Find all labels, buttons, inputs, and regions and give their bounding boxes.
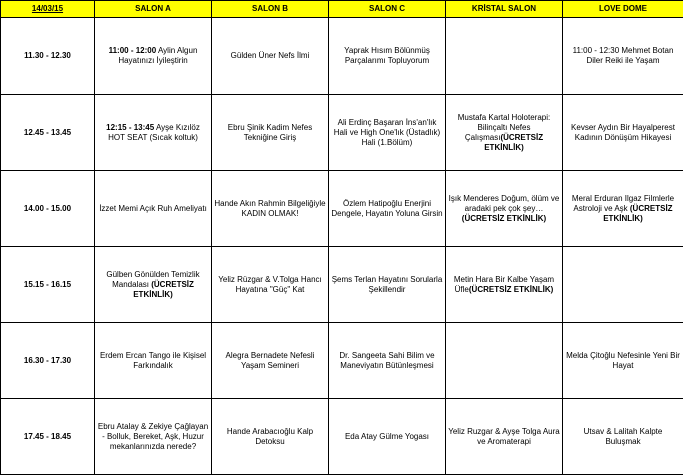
session-cell bbox=[329, 323, 446, 399]
free-event-badge: (ÜCRETSİZ ETKİNLİK) bbox=[484, 132, 544, 152]
session-title: Erdem Ercan Tango ile Kişisel Farkındalık bbox=[99, 350, 207, 370]
free-event-badge: (ÜCRETSİZ ETKİNLİK) bbox=[461, 213, 547, 223]
table-row bbox=[1, 399, 683, 475]
session-cell bbox=[212, 95, 329, 171]
session-text bbox=[97, 422, 209, 452]
session-title: İzzet Memi Açık Ruh Ameliyatı bbox=[99, 203, 207, 213]
session-title: Kevser Aydın Bir Hayalperest Kadının Dönüşüm Hikayesi bbox=[571, 122, 675, 142]
session-cell bbox=[563, 399, 683, 475]
session-title: Aylin Algun Hayatınızı İyileştirin bbox=[118, 46, 198, 65]
session-title: Ebru Şinik Kadim Nefes Tekniğine Giriş bbox=[227, 122, 313, 142]
session-cell bbox=[563, 171, 683, 247]
session-cell bbox=[212, 18, 329, 95]
table-row bbox=[1, 95, 683, 171]
session-text bbox=[331, 432, 443, 442]
session-title: Şems Terlan Hayatını Sorularla Şekillendir bbox=[331, 274, 443, 294]
session-cell bbox=[95, 399, 212, 475]
session-text bbox=[214, 199, 326, 219]
session-title: Mustafa Kartal Holoterapi: Bilinçaltı Nefes Çalışması bbox=[457, 112, 551, 142]
free-event-badge: (ÜCRETSİZ ETKİNLİK) bbox=[603, 203, 673, 223]
session-text bbox=[565, 427, 681, 447]
date-header: 14/03/15 bbox=[1, 1, 95, 18]
session-title: Yeliz Rüzgar & V.Tolga Hancı Hayatına "Güç" Kat bbox=[218, 274, 322, 294]
session-cell bbox=[212, 171, 329, 247]
session-title: Hande Arabacıoğlu Kalp Detoksu bbox=[226, 426, 314, 446]
session-text bbox=[97, 351, 209, 371]
session-title: Metin Hara Bir Kalbe Yaşam Üfle bbox=[453, 274, 555, 294]
session-text bbox=[331, 46, 443, 66]
session-cell bbox=[95, 18, 212, 95]
table-row bbox=[1, 247, 683, 323]
session-cell bbox=[446, 323, 563, 399]
session-cell bbox=[329, 171, 446, 247]
session-text bbox=[448, 275, 560, 295]
column-header-salon-a: SALON A bbox=[95, 1, 212, 18]
session-cell bbox=[95, 95, 212, 171]
session-cell bbox=[446, 399, 563, 475]
session-cell bbox=[446, 247, 563, 323]
session-text bbox=[331, 199, 443, 219]
session-text bbox=[97, 123, 209, 143]
session-cell bbox=[446, 18, 563, 95]
session-text bbox=[214, 351, 326, 371]
free-event-badge: (ÜCRETSİZ ETKİNLİK) bbox=[468, 284, 554, 294]
time-slot: 16.30 - 17.30 bbox=[1, 323, 95, 399]
session-cell bbox=[329, 399, 446, 475]
session-cell bbox=[212, 247, 329, 323]
time-slot: 12.45 - 13.45 bbox=[1, 95, 95, 171]
session-text bbox=[97, 204, 209, 214]
session-title: Meral Erduran Ilgaz Filmlerle Astroloji ve Aşk bbox=[571, 193, 675, 213]
session-title: Gülden Üner Nefs İlmi bbox=[230, 51, 310, 60]
session-title: Ayşe Kızılöz HOT SEAT (Sıcak koltuk) bbox=[108, 122, 200, 142]
session-cell bbox=[212, 399, 329, 475]
session-cell bbox=[563, 247, 683, 323]
table-row bbox=[1, 171, 683, 247]
session-cell bbox=[446, 95, 563, 171]
session-title: Gülben Gönülden Temizlik Mandalası bbox=[106, 269, 200, 289]
session-title: Ali Erdinç Başaran İns'an'lık Hali ve High One'lık (Üstadlık) Hali (1.Bölüm) bbox=[333, 117, 441, 147]
header-row bbox=[1, 1, 683, 18]
session-text bbox=[565, 123, 681, 143]
session-title: Utsav & Lalitah Kalpte Buluşmak bbox=[583, 426, 663, 446]
session-title: Yaprak Hısım Bölünmüş Parçalarımı Topluyorum bbox=[344, 46, 430, 65]
session-cell bbox=[329, 18, 446, 95]
session-time-bold: 11:00 - 12:00 bbox=[108, 46, 157, 55]
session-cell bbox=[329, 247, 446, 323]
session-title: Işık Menderes Doğum, ölüm ve aradaki pek çok şey… bbox=[448, 193, 560, 213]
session-text bbox=[97, 270, 209, 300]
session-title: 11:00 - 12:30 Mehmet Botan Diler Reiki ile Yaşam bbox=[572, 46, 674, 65]
session-text bbox=[448, 194, 560, 224]
session-text bbox=[448, 427, 560, 447]
time-slot: 17.45 - 18.45 bbox=[1, 399, 95, 475]
session-cell bbox=[446, 171, 563, 247]
session-text bbox=[214, 123, 326, 143]
session-text bbox=[214, 275, 326, 295]
session-title: Melda Çitoğlu Nefesinle Yeni Bir Hayat bbox=[566, 350, 680, 370]
session-text bbox=[331, 351, 443, 371]
session-text bbox=[565, 46, 681, 66]
column-header-love-dome: LOVE DOME bbox=[563, 1, 683, 18]
session-cell bbox=[563, 18, 683, 95]
session-time-bold: 12:15 - 13:45 bbox=[106, 122, 155, 132]
session-text bbox=[331, 275, 443, 295]
session-text bbox=[331, 118, 443, 148]
session-cell bbox=[212, 323, 329, 399]
table-row bbox=[1, 18, 683, 95]
session-title: Yeliz Ruzgar & Ayşe Tolga Aura ve Aromaterapi bbox=[448, 426, 560, 446]
column-header-kristal-salon: KRİSTAL SALON bbox=[446, 1, 563, 18]
session-title: Dr. Sangeeta Sahi Bilim ve Maneviyatın Bütünleşmesi bbox=[339, 350, 435, 370]
session-cell bbox=[563, 323, 683, 399]
session-text bbox=[97, 46, 209, 66]
time-slot: 11.30 - 12.30 bbox=[1, 18, 95, 95]
session-text bbox=[565, 194, 681, 224]
time-slot: 14.00 - 15.00 bbox=[1, 171, 95, 247]
column-header-salon-b: SALON B bbox=[212, 1, 329, 18]
session-title: Hande Akın Rahmin Bilgeliğiyle KADIN OLMAK! bbox=[214, 198, 326, 218]
session-title: Eda Atay Gülme Yogası bbox=[344, 431, 430, 441]
column-header-salon-c: SALON C bbox=[329, 1, 446, 18]
session-title: Alegra Bernadete Nefesli Yaşam Semineri bbox=[225, 350, 315, 370]
session-cell bbox=[329, 95, 446, 171]
session-cell bbox=[95, 171, 212, 247]
session-text bbox=[214, 51, 326, 61]
session-cell bbox=[563, 95, 683, 171]
session-cell bbox=[95, 323, 212, 399]
session-cell bbox=[95, 247, 212, 323]
session-title: Ebru Atalay & Zekiye Çağlayan - Bolluk, Bereket, Aşk, Huzur mekanlarınızda nerede? bbox=[97, 421, 209, 451]
session-title: Özlem Hatipoğlu Enerjini Dengele, Hayatın Yoluna Girsin bbox=[331, 198, 443, 218]
time-slot: 15.15 - 16.15 bbox=[1, 247, 95, 323]
session-text bbox=[448, 113, 560, 153]
session-text bbox=[214, 427, 326, 447]
free-event-badge: (ÜCRETSİZ ETKİNLİK) bbox=[133, 279, 194, 299]
session-text bbox=[565, 351, 681, 371]
table-row bbox=[1, 323, 683, 399]
